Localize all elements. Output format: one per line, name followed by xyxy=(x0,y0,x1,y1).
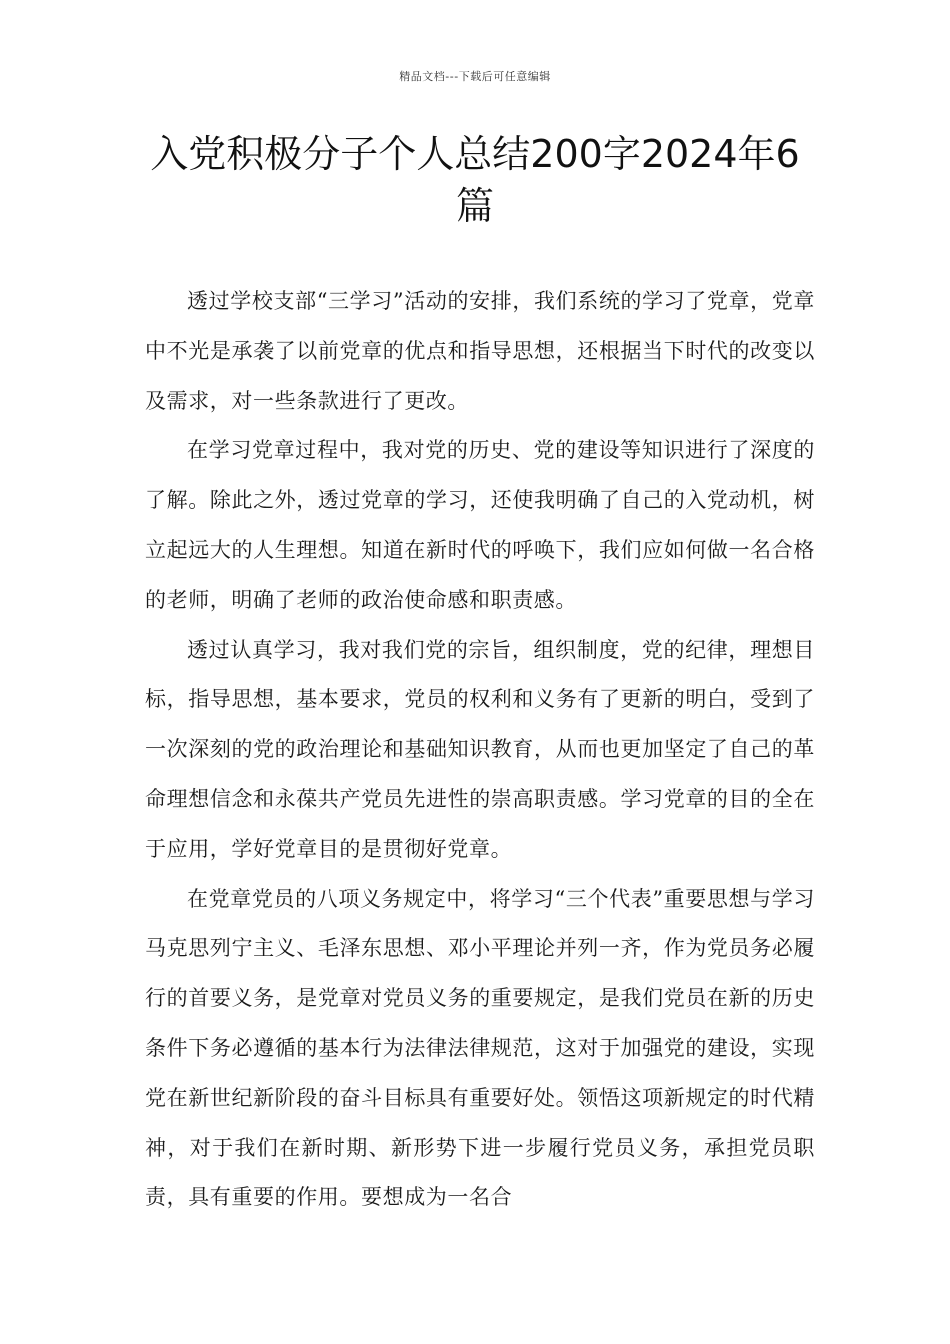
paragraph-2: 在学习党章过程中，我对党的历史、党的建设等知识进行了深度的了解。除此之外，透过党章的学习，还使我明确了自己的入党动机，树立起远大的人生理想。知道在新时代的呼唤下，我们应如何做一名合格的老师，明确了老师的政治使命感和职责感。 xyxy=(145,438,815,612)
paragraph-3: 透过认真学习，我对我们党的宗旨，组织制度，党的纪律，理想目标，指导思想，基本要求，党员的权利和义务有了更新的明白，受到了一次深刻的党的政治理论和基础知识教育，从而也更加坚定了自己的革命理想信念和永葆共产党员先进性的崇高职责感。学习党章的目的全在于应用，学好党章目的是贯彻好党章。 xyxy=(145,637,815,861)
document-title: 入党积极分子个人总结200字2024年6篇 xyxy=(150,132,800,228)
header-note: 精品文档---下载后可任意编辑 xyxy=(399,70,551,83)
document-body xyxy=(145,277,815,1223)
paragraph-1: 透过学校支部“三学习”活动的安排，我们系统的学习了党章，党章中不光是承袭了以前党章的优点和指导思想，还根据当下时代的改变以及需求，对一些条款进行了更改。 xyxy=(145,289,815,413)
paragraph-4: 在党章党员的八项义务规定中，将学习“三个代表”重要思想与学习马克思列宁主义、毛泽东思想、邓小平理论并列一齐，作为党员务必履行的首要义务，是党章对党员义务的重要规定，是我们党员在新的历史条件下务必遵循的基本行为法律法律规范，这对于加强党的建设，实现党在新世纪新阶段的奋斗目标具有重要好处。领悟这项新规定的时代精神，对于我们在新时期、新形势下进一步履行党员义务，承担党员职责，具有重要的作用。要想成为一名合 xyxy=(145,886,815,1210)
